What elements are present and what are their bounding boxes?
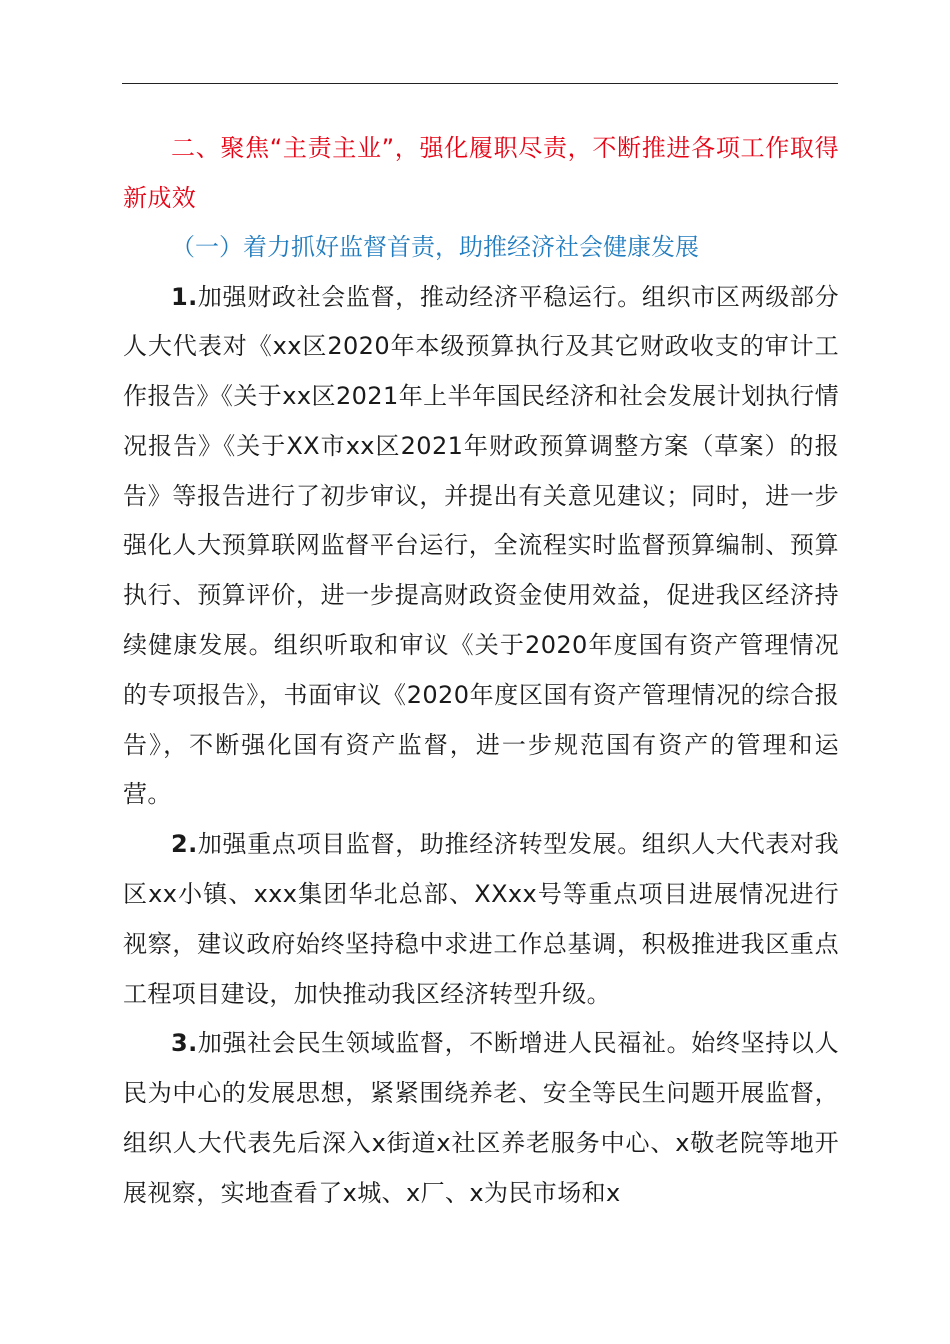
paragraph-text: 加强财政社会监督，推动经济平稳运行。组织市区两级部分人大代表对《xx区2020年本级预算执行及其它财政收支的审计工作报告》《关于xx区2021年上半年国民经济和社会发展计划执行情况报告》《关于XX市xx区2021年财政预算调整方案（草案）的报告》等报告进行了初步审议，并提出有关意见建议；同时，进一步强化人大预算联网监督平台运行，全流程实时监督预算编制、预算执行、预算评价，进一步提高财政资金使用效益，促进我区经济持续健康发展。组织听取和审议《关于2020年度国有资产管理情况的专项报告》，书面审议《2020年度区国有资产管理情况的综合报告》，不断强化国有资产监督，进一步规范国有资产的管理和运营。 <box>123 282 839 809</box>
paragraph-text: 加强社会民生领域监督，不断增进人民福祉。始终坚持以人民为中心的发展思想，紧紧围绕养老、安全等民生问题开展监督，组织人大代表先后深入x街道x社区养老服务中心、x敬老院等地开展视察，实地查看了x城、x厂、x为民市场和x <box>123 1029 839 1207</box>
document-body <box>123 124 839 1219</box>
paragraph-text: 加强重点项目监督，助推经济转型发展。组织人大代表对我区xx小镇、xxx集团华北总部、XXxx号等重点项目进展情况进行视察，建议政府始终坚持稳中求进工作总基调，积极推进我区重点工程项目建设，加快推动我区经济转型升级。 <box>123 830 839 1008</box>
paragraph-number: 1. <box>171 282 198 311</box>
paragraph-number: 3. <box>171 1029 198 1058</box>
paragraph-3 <box>123 1019 839 1218</box>
section-heading: 二、聚焦“主责主业”，强化履职尽责，不断推进各项工作取得新成效 <box>123 134 839 212</box>
paragraph-number: 2. <box>171 830 198 859</box>
header-rule <box>122 83 838 84</box>
paragraph-2 <box>123 820 839 1019</box>
subsection-heading: （一）着力抓好监督首责，助推经济社会健康发展 <box>171 233 699 261</box>
paragraph-1 <box>123 273 839 821</box>
